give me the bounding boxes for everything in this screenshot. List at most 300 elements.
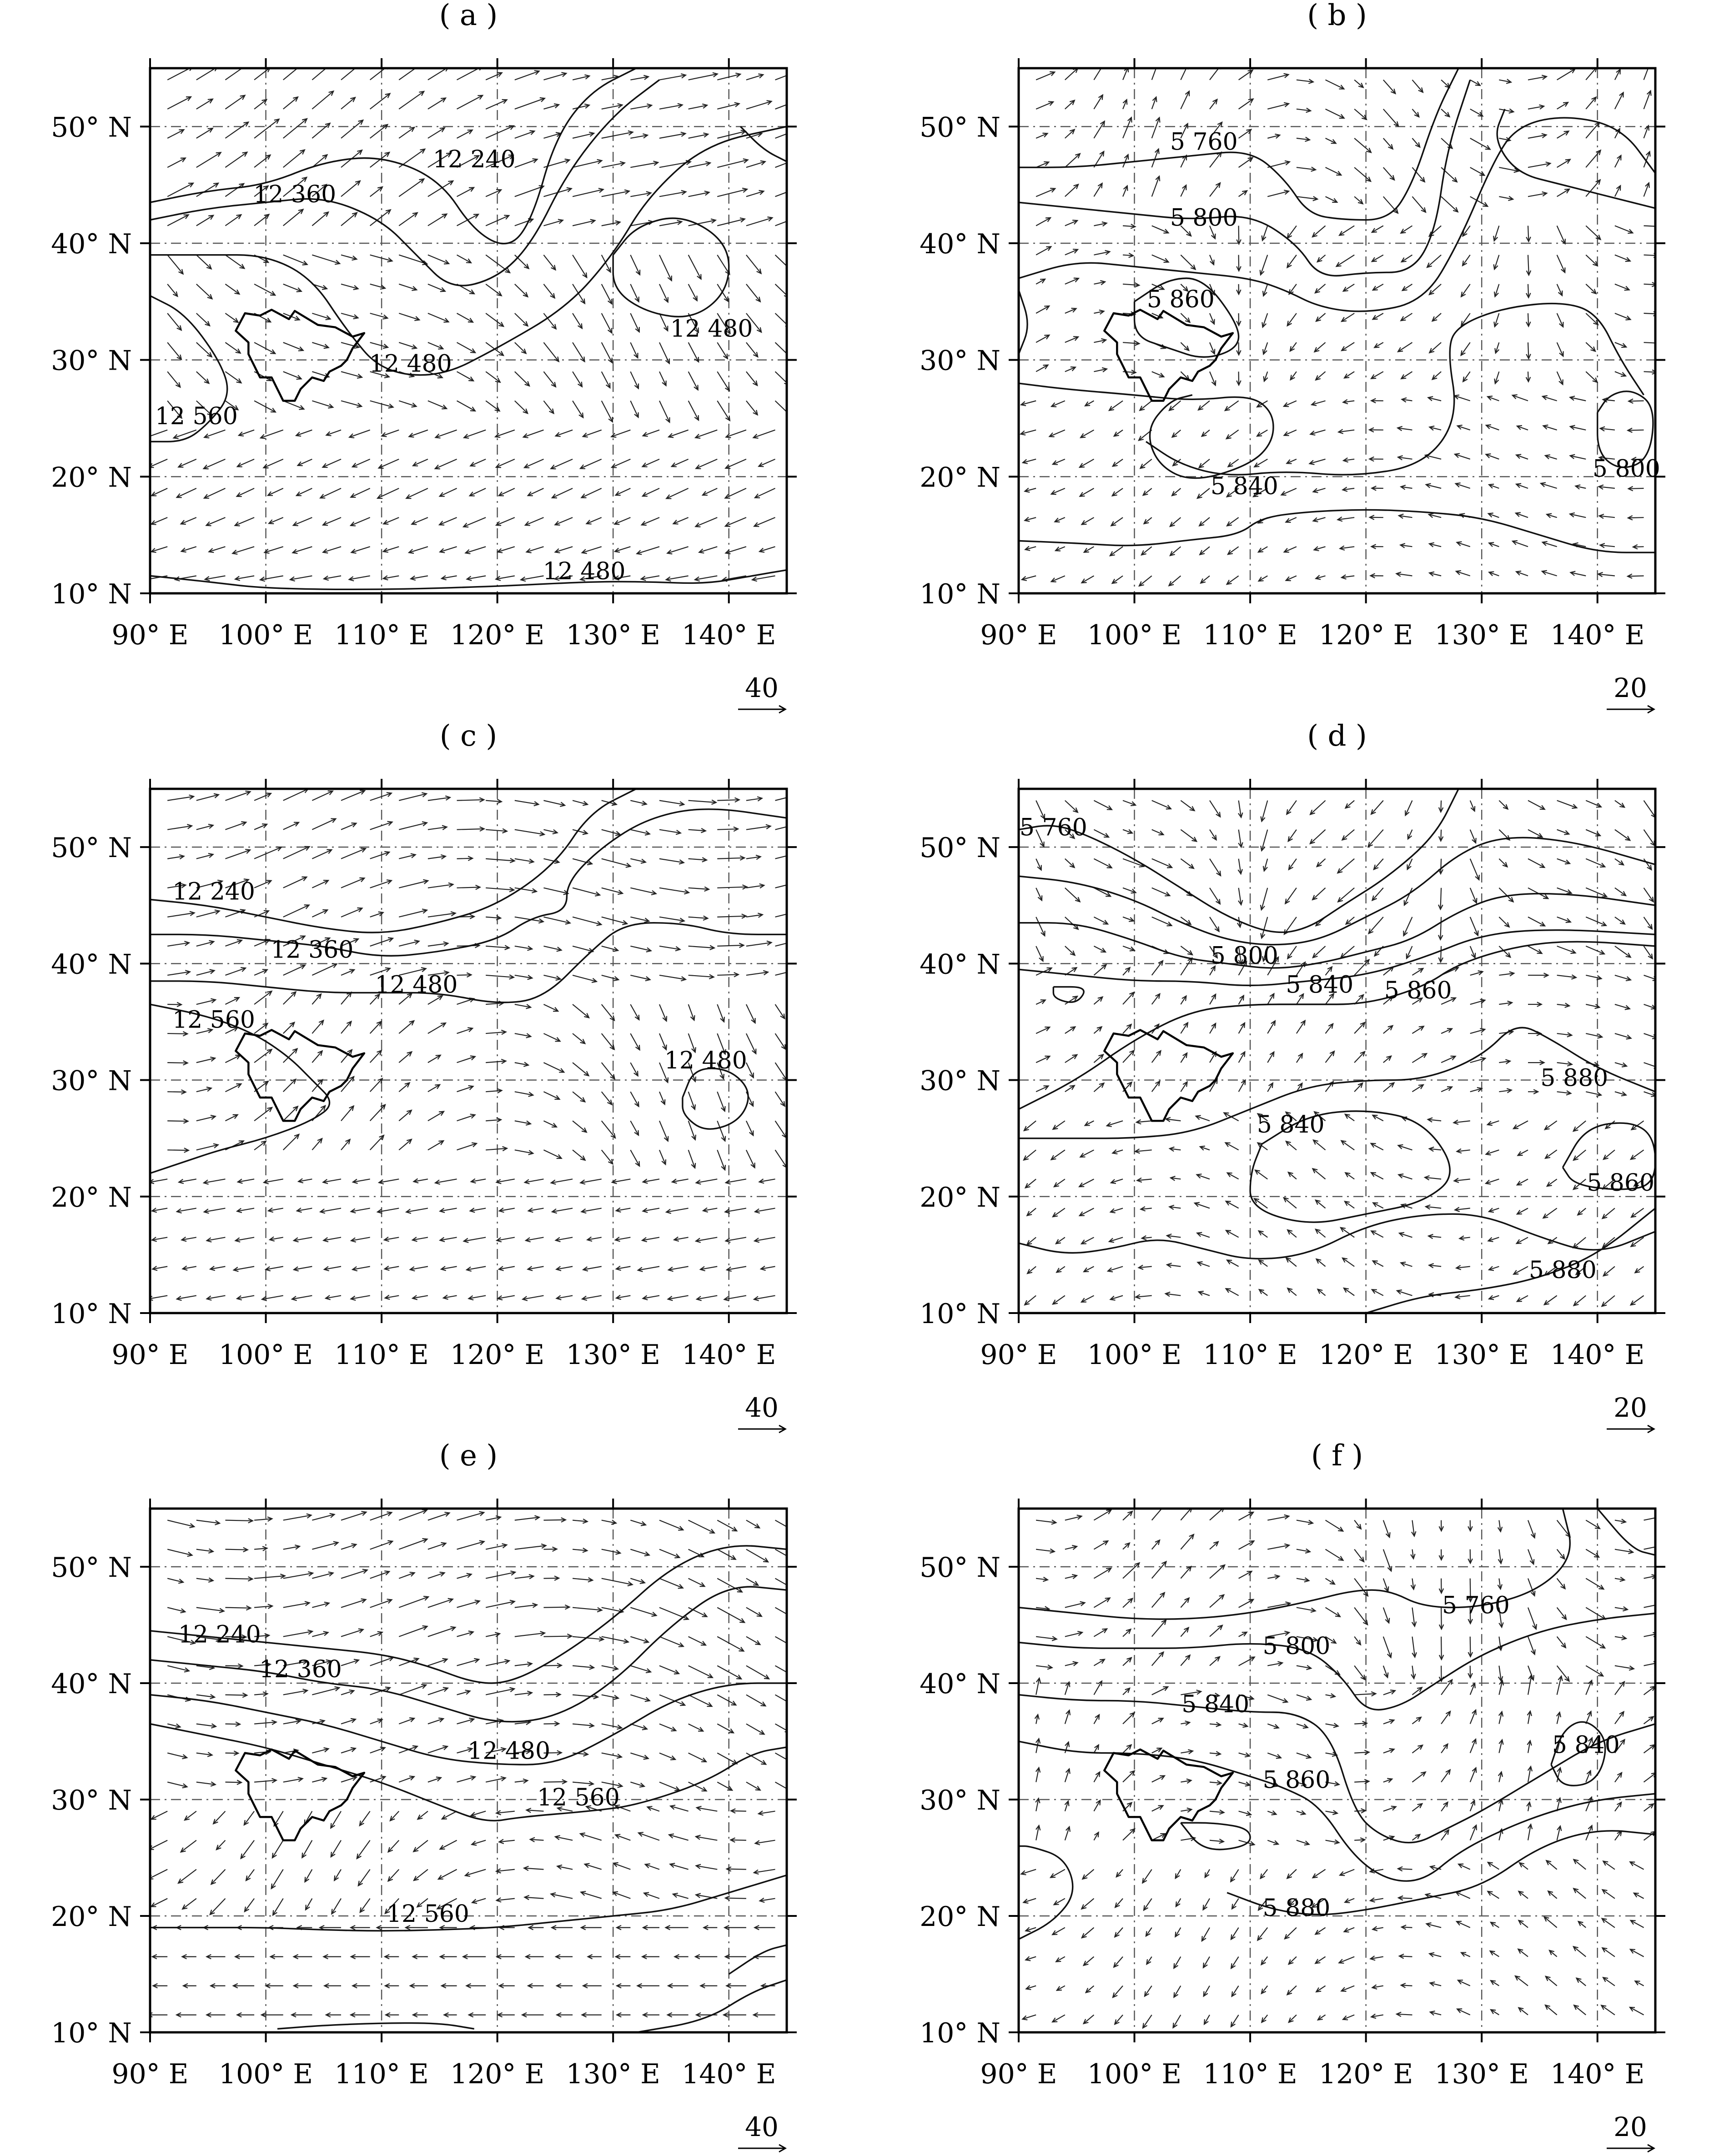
wind-arrow [717, 1520, 737, 1531]
wind-arrow [225, 1753, 238, 1754]
wind-arrow-head [788, 1672, 793, 1676]
wind-arrow [283, 965, 305, 975]
x-tick-label: 110° E [1203, 619, 1297, 651]
wind-arrow [1354, 1052, 1365, 1063]
wind-arrow [775, 1608, 795, 1619]
wind-arrow [486, 859, 514, 861]
wind-arrow [689, 342, 699, 362]
wind-arrow [1313, 1870, 1326, 1878]
wind-arrow [1470, 1637, 1471, 1657]
sichuan-boundary [236, 310, 364, 401]
wind-arrow [630, 255, 640, 275]
wind-arrow [602, 371, 610, 388]
wind-arrow [775, 218, 796, 226]
y-tick-label: 10° N [51, 578, 132, 610]
wind-arrow [225, 1549, 247, 1550]
wind-arrow [225, 850, 250, 858]
wind-arrow [775, 912, 794, 917]
x-tick-label: 100° E [218, 619, 313, 651]
wind-arrow [341, 120, 363, 138]
wind-arrow-head [797, 793, 802, 797]
wind-arrow [1152, 60, 1159, 80]
wind-arrow [612, 459, 630, 467]
wind-arrow [1094, 1510, 1111, 1520]
wind-arrow [1094, 1541, 1108, 1549]
wind-arrow [341, 1599, 366, 1608]
contour-lines [1019, 789, 1655, 1313]
wind-arrow [1082, 1928, 1094, 1938]
panel-a [51, 0, 802, 713]
wind-arrow [1051, 1150, 1065, 1159]
wind-arrow [515, 255, 529, 269]
wind-arrow [1094, 801, 1111, 810]
wind-arrow [196, 313, 210, 326]
wind-arrow [1557, 69, 1575, 80]
wind-arrow [341, 791, 365, 801]
wind-arrow [1557, 160, 1570, 168]
wind-arrow [283, 789, 308, 800]
wind-arrow [457, 1513, 484, 1520]
wind-arrow [196, 216, 213, 226]
wind-arrow-head [797, 69, 802, 73]
wind-arrow [775, 131, 794, 138]
wind-arrow [1094, 965, 1106, 975]
wind-arrow [370, 187, 382, 196]
wind-arrow [573, 190, 603, 197]
wind-arrow [463, 517, 486, 526]
wind-arrow [1285, 888, 1297, 904]
wind-arrow [1181, 1566, 1191, 1578]
wind-arrow [775, 189, 795, 197]
wind-arrow [573, 313, 582, 328]
wind-arrow [151, 1899, 167, 1907]
wind-arrow [399, 62, 423, 80]
wind-arrow [399, 1626, 427, 1637]
wind-arrow [695, 430, 717, 438]
contour-label: 5 880 [1528, 1257, 1597, 1284]
wind-arrow [312, 1020, 323, 1033]
wind-arrow [1586, 150, 1600, 167]
wind-arrow [573, 255, 587, 278]
wind-arrow [225, 152, 247, 167]
wind-arrow [312, 850, 332, 859]
wind-arrow [1173, 2015, 1181, 2028]
wind-arrow [204, 488, 226, 498]
wind-arrow [630, 1092, 638, 1106]
wind-arrow [659, 284, 668, 302]
wind-arrow [370, 94, 390, 109]
wind-arrow [1545, 2005, 1557, 2015]
wind-arrow [1644, 830, 1655, 846]
wind-arrow [630, 401, 638, 417]
y-tick-label: 10° N [51, 2017, 132, 2049]
wind-arrow [1239, 1512, 1254, 1520]
wind-arrow [244, 1811, 254, 1825]
wind-arrow [428, 255, 449, 264]
wind-arrow [399, 1597, 428, 1607]
contour-line [1019, 80, 1470, 276]
wind-arrow [1181, 958, 1192, 975]
scale-vector-label: 20 [1613, 672, 1647, 703]
wind-arrow [1079, 1179, 1094, 1187]
wind-arrow [352, 459, 370, 467]
contour-line [150, 68, 636, 244]
panel-b [920, 0, 1665, 713]
wind-arrow [1152, 917, 1172, 926]
wind-arrow [167, 1004, 181, 1005]
wind-arrow [727, 1869, 746, 1870]
wind-arrow [1143, 2015, 1152, 2028]
wind-arrow [1629, 488, 1644, 489]
wind-arrow [1544, 1296, 1557, 1305]
wind-arrow [515, 401, 528, 414]
wind-arrow [204, 459, 226, 469]
scale-vector-label: 40 [745, 1392, 779, 1423]
wind-arrow [775, 99, 801, 109]
wind-arrow [1354, 109, 1367, 120]
wind-arrow [1644, 226, 1659, 227]
wind-arrow [1081, 1899, 1094, 1909]
wind-arrow [399, 1685, 426, 1695]
wind-arrow [283, 1023, 295, 1033]
wind-arrow [1313, 946, 1326, 958]
wind-arrow [1573, 1237, 1586, 1248]
wind-arrow [428, 913, 456, 917]
wind-arrow [602, 1150, 613, 1164]
wind-arrow [573, 1092, 585, 1102]
contour-line [729, 1945, 787, 1974]
wind-arrow [196, 371, 209, 383]
wind-arrow [515, 313, 528, 326]
wind-arrow [312, 64, 331, 80]
wind-arrow [1169, 576, 1181, 586]
wind-arrow [659, 1549, 679, 1558]
wind-arrow [543, 284, 554, 298]
wind-arrow [1113, 1986, 1123, 1997]
wind-arrow [457, 829, 484, 830]
wind-arrow [746, 1608, 762, 1617]
wind-arrow [689, 1666, 713, 1678]
wind-arrow [1398, 1869, 1412, 1870]
wind-arrow [237, 488, 254, 496]
contour-line [1053, 987, 1084, 1003]
wind-arrow [746, 255, 761, 274]
x-tick-label: 110° E [334, 2058, 429, 2090]
wind-arrow [689, 1637, 706, 1645]
wind-arrow [717, 401, 730, 421]
wind-arrow [1181, 859, 1194, 868]
y-tick-label: 40° N [920, 228, 1000, 260]
wind-arrow [213, 1811, 225, 1824]
x-tick-label: 120° E [1318, 619, 1413, 651]
contour-line [150, 789, 636, 933]
contour-line [1497, 109, 1655, 208]
y-tick-label: 10° N [920, 1298, 1000, 1330]
wind-arrow [1513, 1267, 1528, 1274]
wind-arrow [341, 992, 351, 1004]
wind-arrow [370, 1078, 382, 1092]
wind-arrow [717, 1753, 737, 1764]
wind-arrow [1397, 2014, 1412, 2015]
wind-arrow [746, 284, 760, 302]
wind-arrow [486, 888, 514, 890]
wind-arrow [717, 1637, 744, 1651]
contour-line [636, 1980, 787, 2032]
wind-arrow [486, 1689, 514, 1695]
wind-arrow [746, 1637, 760, 1645]
x-tick-label: 130° E [566, 619, 660, 651]
wind-arrow [1461, 342, 1470, 355]
wind-arrow [442, 1811, 457, 1819]
wind-arrow [1123, 1771, 1135, 1782]
wind-arrow [1412, 1053, 1427, 1063]
wind-arrow [1287, 801, 1297, 814]
wind-arrow [283, 210, 303, 226]
wind-arrow [254, 1576, 285, 1579]
wind-arrow [1239, 1541, 1254, 1549]
wind-arrow [602, 284, 612, 304]
wind-arrow [1080, 488, 1094, 496]
contour-line [150, 1587, 787, 1722]
wind-arrow [167, 826, 192, 829]
wind-arrow [1369, 917, 1383, 933]
wind-arrow [775, 401, 791, 416]
wind-arrow [283, 401, 304, 409]
wind-arrow [1197, 488, 1210, 498]
wind-arrow [573, 342, 584, 361]
wind-arrow [283, 1079, 296, 1092]
wind-arrow [1326, 167, 1342, 175]
contour-label: 5 860 [1146, 286, 1215, 314]
wind-arrow [399, 881, 428, 888]
y-tick-label: 20° N [920, 461, 1000, 494]
wind-arrow [486, 371, 500, 382]
contour-label: 5 840 [1286, 971, 1354, 999]
wind-arrow [1429, 342, 1441, 353]
contour-label: 12 360 [271, 936, 354, 964]
wind-arrow [1123, 1829, 1135, 1840]
wind-arrow [746, 371, 757, 385]
scale-vector-label: 40 [745, 672, 779, 703]
wind-arrow [225, 792, 250, 800]
wind-arrow [1239, 99, 1253, 109]
wind-arrow [1544, 1917, 1557, 1927]
wind-arrow [573, 401, 583, 418]
wind-arrow [1528, 917, 1545, 926]
contour-label: 12 240 [172, 878, 255, 906]
wind-arrow [1628, 430, 1644, 431]
wind-arrow [254, 284, 275, 295]
wind-arrow [486, 100, 507, 109]
wind-arrow [1152, 1652, 1164, 1666]
wind-arrow [283, 877, 307, 888]
wind-arrow [486, 313, 503, 326]
wind-arrow [717, 974, 739, 975]
y-tick-label: 30° N [920, 1065, 1000, 1097]
wind-arrow [1312, 888, 1325, 900]
wind-arrow [351, 517, 370, 526]
wind-arrow [746, 1150, 755, 1168]
wind-arrow [746, 1666, 769, 1679]
wind-arrow [370, 1022, 382, 1033]
wind-arrow-head [791, 217, 796, 221]
wind-arrow [399, 127, 414, 138]
wind-arrow [254, 155, 270, 167]
wind-arrow [283, 1134, 299, 1150]
wind-arrow [689, 801, 716, 802]
wind-arrow [1094, 859, 1111, 868]
x-tick-label: 140° E [1550, 619, 1645, 651]
wind-arrow [196, 99, 213, 109]
wind-arrow [515, 371, 529, 386]
wind-arrow [1586, 255, 1598, 266]
wind-arrow [312, 1051, 322, 1063]
x-tick-label: 90° E [980, 1339, 1057, 1371]
wind-arrow [225, 1055, 240, 1063]
wind-arrow-head [793, 158, 798, 162]
wind-arrow-head [789, 911, 794, 915]
wind-arrow [1644, 1063, 1659, 1068]
wind-arrow [457, 1541, 484, 1549]
wind-arrow [151, 1811, 168, 1820]
wind-arrow [206, 517, 226, 526]
wind-arrow [582, 488, 602, 498]
wind-arrow [254, 119, 279, 138]
wind-arrow [515, 71, 539, 80]
wind-arrow [457, 342, 476, 352]
wind-arrow [440, 488, 457, 496]
wind-arrow [341, 213, 357, 226]
wind-arrow [1225, 401, 1239, 411]
wind-arrow [1202, 1928, 1210, 1941]
wind-arrow [1615, 946, 1631, 958]
wind-arrow [573, 917, 601, 925]
wind-arrow [399, 1021, 414, 1033]
panel-title: ( e ) [439, 1439, 498, 1473]
wind-arrow [775, 941, 795, 946]
wind-arrow [181, 1840, 196, 1852]
wind-arrow [225, 215, 241, 226]
x-tick-label: 130° E [566, 1339, 660, 1371]
wind-arrow [1181, 255, 1195, 270]
wind-arrow [254, 100, 266, 109]
wind-arrow [360, 1811, 370, 1826]
wind-arrow [1254, 1198, 1267, 1208]
wind-arrow [1383, 109, 1398, 126]
wind-arrow [1109, 401, 1123, 411]
contour-line [1146, 304, 1644, 475]
contour-line [1019, 290, 1027, 354]
wind-arrow [264, 459, 283, 468]
wind-arrow [602, 1004, 614, 1020]
wind-arrow [1441, 1637, 1442, 1660]
wind-arrow [457, 858, 473, 859]
wind-arrow [1139, 576, 1152, 586]
y-tick-label: 20° N [920, 1181, 1000, 1213]
wind-arrow [225, 1782, 241, 1783]
panel-title: ( d ) [1307, 719, 1367, 753]
wind-arrow [167, 342, 181, 359]
wind-arrow [775, 854, 793, 859]
wind-arrow [1470, 138, 1490, 150]
wind-arrow [602, 1033, 614, 1049]
wind-arrow [1239, 158, 1253, 168]
wind-arrow [1310, 830, 1326, 844]
wind-arrow [341, 62, 362, 80]
wind-arrow [1371, 801, 1383, 814]
wind-arrow [167, 371, 180, 387]
wind-arrow [717, 284, 728, 301]
wind-arrow [331, 1811, 341, 1828]
wind-arrow [1644, 801, 1656, 817]
wind-arrow [1573, 1150, 1586, 1160]
wind-arrow [1152, 1593, 1165, 1608]
wind-arrow [341, 1022, 351, 1034]
wind-arrow [695, 517, 717, 526]
contour-lines [150, 789, 787, 1173]
wind-arrow [775, 1637, 792, 1646]
wind-arrow [1152, 888, 1170, 896]
wind-arrow [302, 1840, 312, 1858]
wind-arrow [271, 1870, 283, 1889]
wind-arrow [1383, 167, 1394, 180]
wind-arrow [630, 371, 638, 388]
wind-arrow [245, 1899, 254, 1912]
wind-arrow [543, 1665, 561, 1666]
y-tick-label: 20° N [51, 461, 132, 494]
wind-arrow [1210, 917, 1219, 932]
wind-arrow [1094, 183, 1102, 196]
wind-arrow [486, 284, 502, 296]
wind-arrow [515, 830, 544, 835]
wind-arrow [178, 1870, 196, 1883]
wind-arrow [428, 1627, 455, 1636]
wind-arrow [1586, 859, 1605, 867]
wind-arrow [755, 488, 775, 498]
wind-arrow [225, 1520, 252, 1521]
wind-arrow [717, 1608, 744, 1623]
contour-label: 12 480 [375, 971, 458, 999]
wind-arrow [775, 1666, 793, 1676]
wind-arrow [659, 1121, 668, 1141]
wind-arrow [1152, 1504, 1166, 1520]
wind-arrow [775, 1121, 787, 1138]
wind-arrow [312, 123, 330, 138]
wind-arrow [1383, 196, 1398, 213]
wind-arrow [1470, 196, 1488, 206]
wind-arrow [1080, 459, 1094, 467]
wind-arrow [196, 342, 212, 357]
wind-arrow [1441, 196, 1458, 212]
wind-arrow [717, 342, 728, 359]
y-tick-label: 30° N [51, 345, 132, 377]
wind-arrow [1094, 1598, 1110, 1608]
wind-arrow [1644, 888, 1654, 902]
wind-arrow [754, 430, 775, 438]
wind-arrow [746, 401, 758, 415]
wind-arrow [341, 181, 360, 196]
wind-arrow [543, 255, 555, 270]
wind-arrow [602, 1092, 612, 1104]
wind-arrow [573, 1121, 587, 1132]
wind-arrow [196, 284, 212, 299]
wind-arrow [602, 132, 633, 138]
wind-arrow [149, 1840, 168, 1850]
wind-arrow [1337, 859, 1354, 873]
wind-arrow [1210, 888, 1220, 904]
wind-arrow [580, 459, 602, 469]
wind-arrow [689, 1753, 706, 1762]
